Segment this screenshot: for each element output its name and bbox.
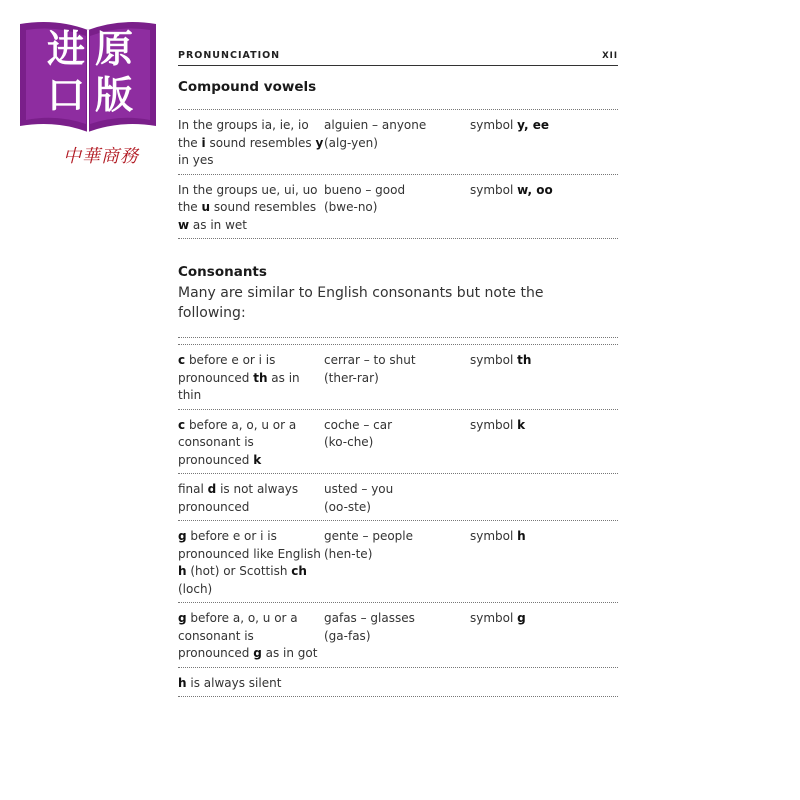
table-row: [178, 473, 618, 520]
running-head: [178, 50, 618, 66]
table-row: [178, 602, 618, 667]
symbol-cell: symbol y, ee: [470, 118, 550, 132]
compound-vowels-heading: Compound vowels: [178, 79, 317, 95]
table-row: [178, 344, 618, 409]
symbol-cell: symbol k: [470, 417, 526, 432]
logo-char: 进: [46, 26, 85, 71]
page-number: XII: [602, 51, 618, 61]
example-cell: cerrar – to shut (ther-rar): [324, 353, 416, 385]
symbol-cell: symbol g: [470, 611, 526, 625]
table-row: [178, 174, 618, 240]
example-cell: gafas – glasses (ga-fas): [324, 611, 415, 643]
table-row: [178, 520, 618, 602]
divider: [178, 337, 618, 338]
logo-char: 版: [94, 72, 133, 117]
logo-subtitle: 中華商務: [63, 146, 139, 167]
symbol-cell: [470, 481, 618, 516]
import-original-logo: [16, 16, 160, 166]
consonants-table: [178, 337, 618, 697]
symbol-cell: symbol w, oo: [470, 182, 553, 197]
table-row: [178, 667, 618, 698]
example-cell: alguien – anyone (alg-yen): [324, 118, 427, 150]
section-name: PRONUNCIATION: [178, 50, 281, 61]
example-cell: bueno – good (bwe-no): [324, 182, 406, 214]
table-row: [178, 409, 618, 474]
rule-cell: c before a, o, u or a consonant is pronounced k: [178, 417, 297, 467]
rule-cell: h is always silent: [178, 675, 282, 690]
example-cell: coche – car (ko-che): [324, 417, 393, 449]
rule-cell: g before e or i is pronounced like English h (hot) or Scottish ch (loch): [178, 529, 321, 596]
symbol-cell: symbol h: [470, 529, 526, 543]
consonants-intro: Many are similar to English consonants but note the following:: [178, 285, 544, 321]
compound-vowels-table: [178, 109, 618, 239]
example-cell: usted – you (oo-ste): [324, 482, 394, 514]
rule-cell: In the groups ue, ui, uo the u sound resembles w as in wet: [178, 182, 318, 232]
symbol-cell: symbol th: [470, 353, 532, 367]
rule-cell: final d is not always pronounced: [178, 482, 299, 514]
logo-char: 口: [46, 72, 85, 117]
book-page: [178, 50, 618, 697]
consonants-heading: Consonants: [178, 264, 267, 280]
rule-cell: g before a, o, u or a consonant is pronounced g as in got: [178, 611, 318, 660]
table-row: [178, 109, 618, 174]
example-cell: gente – people (hen-te): [324, 529, 413, 561]
rule-cell: c before e or i is pronounced th as in thin: [178, 353, 300, 402]
logo-char: 原: [94, 26, 133, 71]
rule-cell: In the groups ia, ie, io the i sound resembles y in yes: [178, 118, 324, 167]
